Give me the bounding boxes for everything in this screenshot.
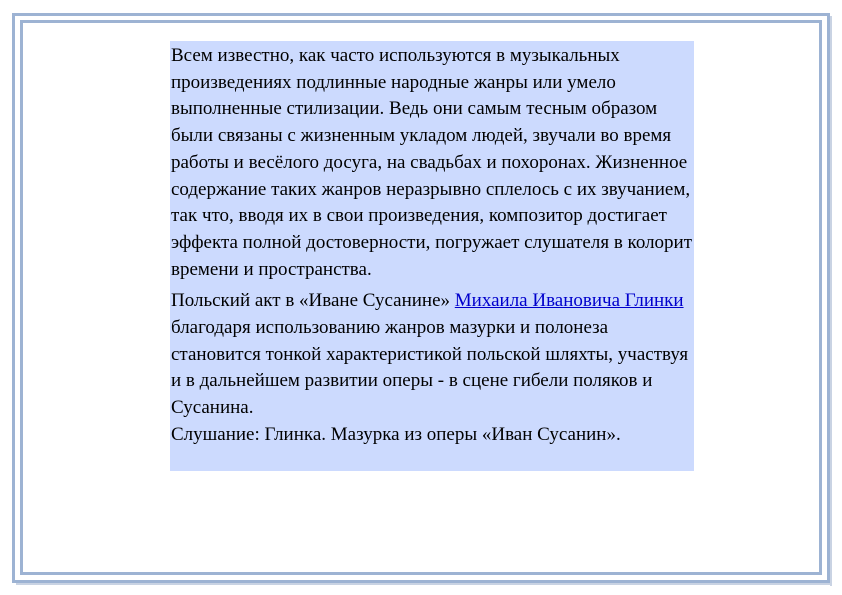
glinka-link[interactable]: Михаила Ивановича Глинки <box>454 290 684 312</box>
paragraph-polish-act-rest: благодаря использованию жанров мазурки и полонеза становится тонкой характеристикой польской шляхты, участвуя и в дальнейшем развитии оперы - в сцене гибели поляков и Сусанина. <box>171 317 689 419</box>
paragraph-genres: Всем известно, как часто используются в музыкальных произведениях подлинные народные жанры или умело выполненные стилизации. Ведь они самым тесным образом были связаны с жизненным укладом людей, звучали во время работы и весёлого досуга, на свадьбах и похоронах. Жизненное содержание таких жанров неразрывно сплелось с их звучанием, так что, вводя их в свои произведения, композитор достигает эффекта полной достоверности, погружает слушателя в колорит времени и пространства. <box>171 45 693 280</box>
paragraph-listening: Слушание: Глинка. Мазурка из оперы «Иван Сусанин». <box>171 423 621 445</box>
frame-shadow-right <box>830 16 832 586</box>
paragraph-polish-act-intro: Польский акт в «Иване Сусанине» <box>171 290 455 312</box>
paragraph-polish-act <box>171 288 694 422</box>
frame-shadow-bottom <box>16 583 832 585</box>
text-box <box>170 41 694 471</box>
